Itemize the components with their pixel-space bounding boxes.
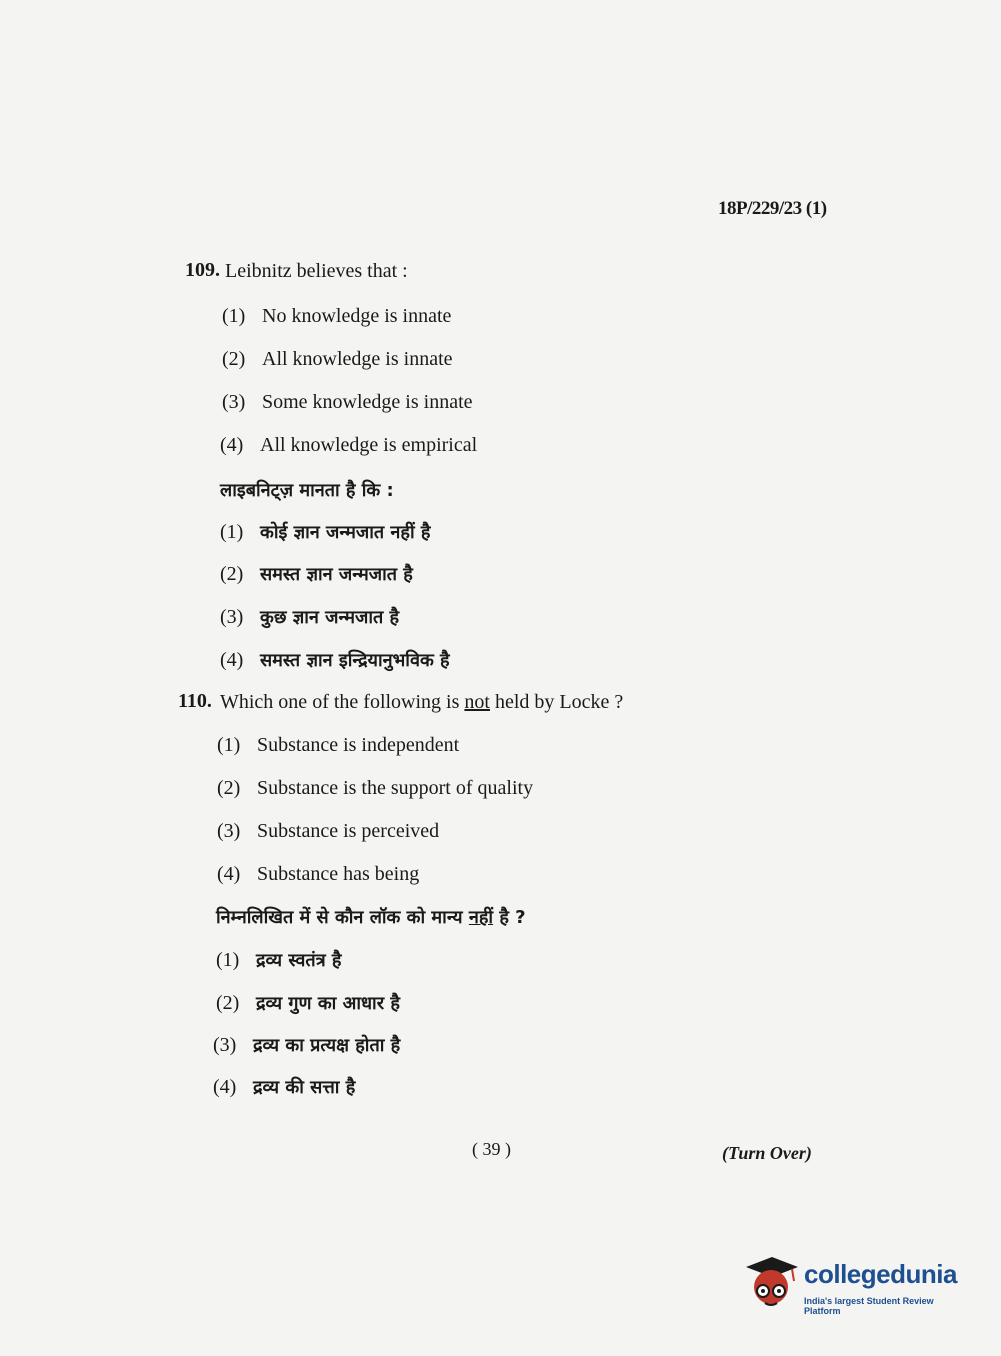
hindi-option-1 [220, 520, 430, 544]
hindi-option-4 [213, 1075, 355, 1099]
option-text: द्रव्य की सत्ता है [253, 1077, 356, 1098]
option-text: द्रव्य का प्रत्यक्ष होता है [253, 1035, 401, 1056]
option-text: Substance has being [257, 863, 420, 885]
hindi-option-3 [220, 605, 399, 629]
hindi-option-4 [220, 648, 450, 672]
option-number: (2) [220, 563, 244, 585]
option-4 [217, 863, 419, 886]
question-text: Leibnitz believes that : [225, 260, 408, 282]
option-number: (4) [213, 1076, 237, 1098]
option-number: (3) [217, 820, 241, 842]
hindi-option-2 [216, 991, 400, 1015]
option-text: कुछ ज्ञान जन्मजात है [260, 607, 400, 628]
option-text: समस्त ज्ञान जन्मजात है [260, 564, 413, 585]
option-text: द्रव्य स्वतंत्र है [256, 950, 342, 971]
option-text: Substance is the support of quality [257, 777, 534, 799]
turn-over-note: (Turn Over) [722, 1143, 812, 1163]
option-number: (4) [220, 649, 244, 671]
option-number: (2) [216, 992, 240, 1014]
option-number: (1) [216, 949, 240, 971]
option-number: (3) [222, 391, 246, 413]
brand-tagline: India's largest Student Review Platform [804, 1296, 934, 1316]
option-text: All knowledge is innate [262, 348, 453, 370]
option-number: (1) [220, 521, 244, 543]
option-3 [222, 391, 473, 414]
question-text-part: निम्नलिखित में से कौन लॉक को मान्य [216, 907, 469, 928]
question-text-part: Which one of the following is [220, 691, 465, 713]
hindi-option-3 [213, 1033, 400, 1057]
hindi-question-text [216, 905, 526, 929]
question-number: 109. [185, 259, 220, 281]
option-text: Substance is perceived [257, 820, 440, 842]
option-text: Some knowledge is innate [262, 391, 473, 413]
hindi-question-text: लाइबनिट्ज़ मानता है कि : [220, 480, 394, 501]
paper-code: 18P/229/23 (1) [718, 198, 827, 219]
option-number: (1) [222, 305, 246, 327]
option-text: कोई ज्ञान जन्मजात नहीं है [260, 522, 431, 543]
question-text-part: held by Locke ? [489, 691, 624, 713]
question-text [220, 691, 623, 714]
option-text: द्रव्य गुण का आधार है [256, 993, 400, 1014]
option-1 [217, 734, 459, 757]
option-number: (3) [213, 1034, 237, 1056]
question-number: 110. [178, 690, 212, 712]
option-number: (2) [217, 777, 241, 799]
option-number: (4) [217, 863, 241, 885]
option-2 [217, 777, 533, 800]
brand-name: collegedunia [804, 1259, 957, 1289]
option-2 [222, 348, 453, 371]
option-number: (2) [222, 348, 246, 370]
mascot-icon [742, 1253, 800, 1311]
option-number: (3) [220, 606, 244, 628]
collegedunia-logo [742, 1253, 972, 1317]
option-1 [222, 305, 451, 328]
option-4 [220, 434, 477, 457]
option-text: Substance is independent [257, 734, 460, 756]
option-3 [217, 820, 439, 843]
option-text: समस्त ज्ञान इन्द्रियानुभविक है [260, 650, 450, 671]
option-number: (4) [220, 434, 244, 456]
hindi-option-1 [216, 948, 341, 972]
emphasis-not: नहीं [468, 907, 494, 928]
option-text: All knowledge is empirical [260, 434, 478, 456]
hindi-option-2 [220, 562, 413, 586]
option-number: (1) [217, 734, 241, 756]
option-text: No knowledge is innate [262, 305, 452, 327]
question-text-part: है ? [493, 907, 526, 928]
page-number: ( 39 ) [472, 1139, 511, 1159]
emphasis-not: not [464, 691, 490, 713]
